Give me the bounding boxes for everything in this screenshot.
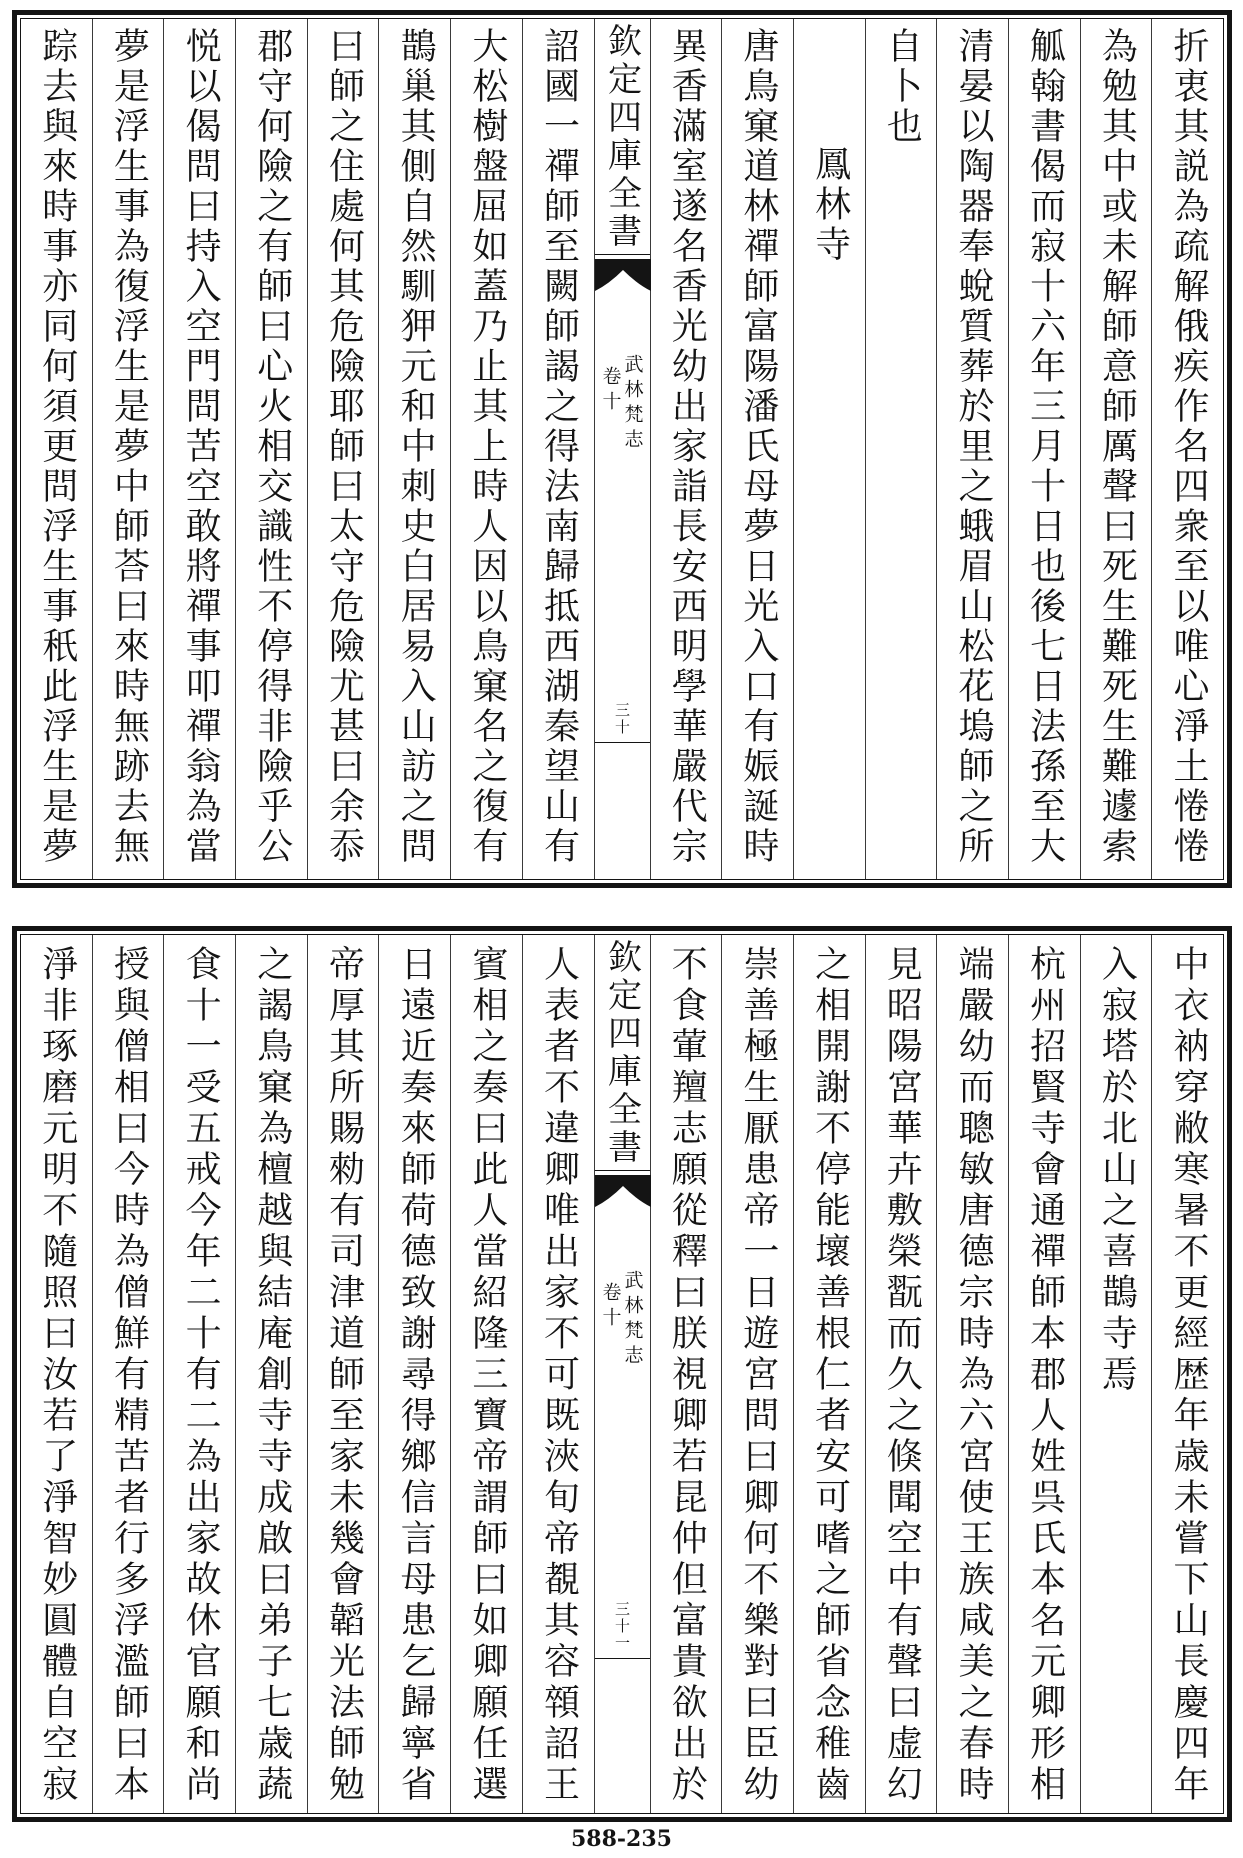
book-title: 武林梵志 (621, 354, 644, 454)
text-column: 曰師之住處何其危險耶師曰太守危險尤甚曰余忝 (307, 19, 379, 879)
book-title: 武林梵志 (621, 1270, 644, 1370)
text-column: 大松樹盤屈如蓋乃止其上時人因以鳥窠名之復有 (450, 19, 522, 879)
text-column: 觚翰書偈而寂十六年三月十日也後七日法孫至大 (1008, 19, 1080, 879)
section-heading: 鳳林寺 (793, 19, 865, 879)
text-column: 詔國一禪師至闕師謁之得法南歸抵西湖秦望山有 (522, 19, 594, 879)
text-column: 日遠近奏來師荷德致謝尋得鄉信言母患乞歸寧省 (378, 935, 450, 1813)
text-column: 食十一受五戒今年二十有二為出家故休官願和尚 (163, 935, 235, 1813)
text-column: 之相開謝不停能壞善根仁者安可嗜之師省念稚齒 (793, 935, 865, 1813)
text-column: 杭州招賢寺會通禪師本郡人姓呉氏本名元卿形相 (1008, 935, 1080, 1813)
text-column: 鵲巢其側自然馴狎元和中刺史白居易入山訪之問 (378, 19, 450, 879)
text-column: 見昭陽宮華卉敷榮翫而久之倏聞空中有聲曰虚幻 (865, 935, 937, 1813)
text-column: 自卜也 (865, 19, 937, 879)
leaf-frame (20, 18, 1224, 880)
leaf-number-box (595, 659, 650, 743)
text-column: 授與僧相曰今時為僧鮮有精苦者行多浮濫師曰本 (92, 935, 164, 1813)
text-column: 帝厚其所賜勑有司津道師至家未幾會韜光法師勉 (307, 935, 379, 1813)
text-column: 清晏以陶器奉蛻質葬於里之蛾眉山松花塢師之所 (936, 19, 1008, 879)
text-column: 唐鳥窠道林禪師富陽潘氏母夢日光入口有娠誕時 (721, 19, 793, 879)
text-column: 之謁鳥窠為檀越與結庵創寺寺成啟曰弟子七歳蔬 (235, 935, 307, 1813)
text-column: 崇善極生厭患帝一日遊宮問曰卿何不樂對曰臣幼 (721, 935, 793, 1813)
text-column: 異香滿室遂名香光幼出家詣長安西明學華嚴代宗 (650, 19, 722, 879)
volume-label: 卷十 (599, 366, 622, 416)
leaf-panel (12, 10, 1232, 888)
fold-label (601, 354, 644, 484)
text-column: 賓相之奏曰此人當紹隆三寶帝謂師曰如卿願任選 (450, 935, 522, 1813)
text-column: 端嚴幼而聰敏唐德宗時為六宮使王族咸美之春時 (936, 935, 1008, 1813)
text-column: 淨非琢磨元明不隨照曰汝若了淨智妙圓體自空寂 (36, 945, 78, 1806)
text-column: 夢是浮生事為復浮生是夢中師荅曰來時無跡去無 (92, 19, 164, 879)
text-column: 悦以偈問曰持入空門問苦空敢將禪事叩禪翁為當 (163, 19, 235, 879)
fold-column (594, 935, 650, 1813)
text-column: 入寂塔於北山之喜鵲寺焉 (1080, 935, 1152, 1813)
fish-tail-icon (595, 1173, 651, 1211)
text-column: 中衣衲穿敝寒暑不更經歴年歳未嘗下山長慶四年 (1151, 935, 1223, 1813)
leaf-number: 三十一 (613, 1601, 631, 1652)
text-column: 踪去與來時事亦同何須更問浮生事秖此浮生是夢 (36, 27, 78, 867)
leaf-frame (20, 934, 1224, 1814)
text-column: 折衷其説為疏解俄疾作名四衆至以唯心淨土惓惓 (1151, 19, 1223, 879)
series-title: 欽定四庫全書 (595, 19, 650, 255)
fold-column (594, 19, 650, 879)
leaf-number: 三十 (613, 702, 631, 736)
fish-tail-icon (595, 257, 651, 295)
text-column: 人表者不違卿唯出家不可既浹旬帝覩其容顇詔王 (522, 935, 594, 1813)
text-column: 不食葷羶志願從釋曰朕視卿若昆仲但富貴欲出於 (650, 935, 722, 1813)
leaf-number-box (595, 1575, 650, 1659)
page-number: 588-235 (571, 1826, 672, 1852)
text-column: 為勉其中或未解師意師厲聲曰死生難死生難遽索 (1080, 19, 1152, 879)
text-column: 郡守何險之有師曰心火相交識性不停得非險乎公 (235, 19, 307, 879)
leaf-panel (12, 926, 1232, 1822)
fold-label (601, 1270, 644, 1400)
series-title: 欽定四庫全書 (595, 935, 650, 1171)
volume-label: 卷十 (599, 1282, 622, 1332)
